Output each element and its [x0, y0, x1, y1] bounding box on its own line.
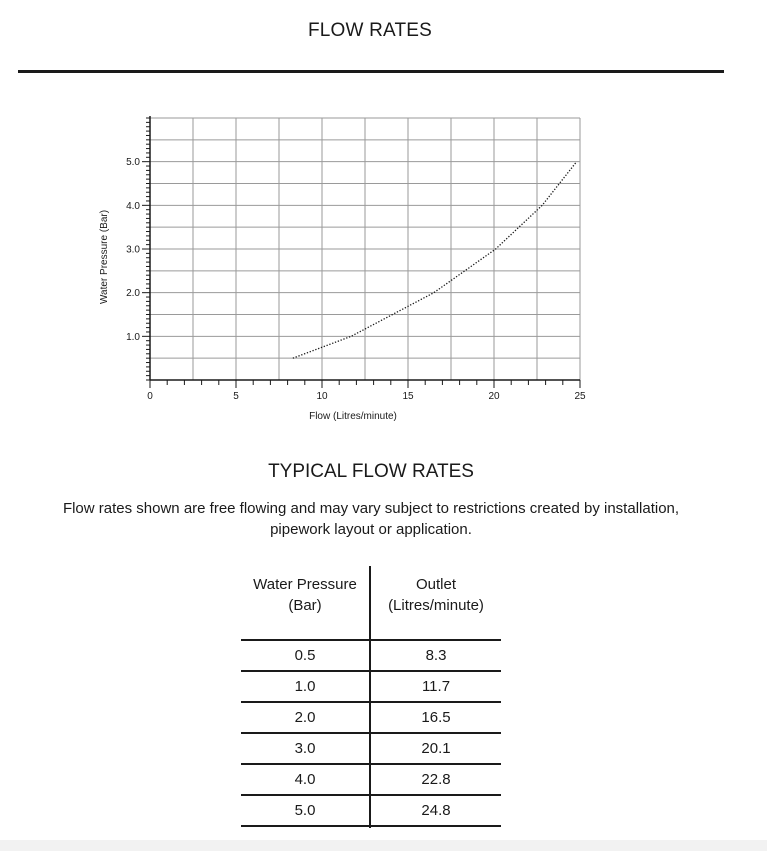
- pressure-cell: 5.0: [294, 802, 316, 819]
- outlet-cell: 20.1: [421, 740, 451, 757]
- y-tick-label: 4.0: [126, 200, 140, 212]
- table-row: [241, 765, 501, 796]
- pressure-header-line-1: Water Pressure: [253, 576, 357, 593]
- y-tick-label: 2.0: [126, 288, 140, 300]
- section-title: TYPICAL FLOW RATES: [268, 461, 474, 482]
- y-tick-label: 5.0: [126, 157, 140, 169]
- series-line: [293, 162, 577, 359]
- table-row: [241, 672, 501, 703]
- table-row: [241, 796, 501, 827]
- outlet-cell: 22.8: [421, 771, 451, 788]
- note-line-2: pipework layout or application.: [270, 521, 472, 538]
- pressure-column-header: [241, 574, 369, 616]
- pressure-cell: 4.0: [294, 771, 316, 788]
- pressure-cell: 0.5: [294, 647, 316, 664]
- outlet-column-header: [371, 574, 501, 616]
- x-tick-label: 20: [488, 391, 500, 402]
- y-axis-label: Water Pressure (Bar): [99, 209, 110, 305]
- page-bottom-band: [0, 840, 767, 851]
- y-tick-label: 3.0: [126, 244, 140, 256]
- table-row: [241, 703, 501, 734]
- x-tick-label: 10: [316, 391, 328, 402]
- chart-ticks: [142, 118, 580, 388]
- outlet-cell: 24.8: [421, 802, 451, 819]
- x-tick-label: 15: [402, 391, 414, 402]
- pressure-cell: 1.0: [294, 678, 316, 695]
- x-tick-label: 0: [147, 391, 153, 402]
- page-title: FLOW RATES: [307, 20, 433, 41]
- outlet-cell: 11.7: [421, 678, 451, 695]
- chart-grid: [150, 118, 580, 380]
- outlet-header-line-2: (Litres/minute): [388, 597, 484, 614]
- note-line-1: Flow rates shown are free flowing and may vary subject to restrictions created by installation,: [62, 500, 680, 517]
- flow-rates-table: [241, 566, 501, 828]
- y-tick-label: 1.0: [126, 331, 140, 343]
- table-row: [241, 641, 501, 672]
- x-axis-label: Flow (Litres/minute): [309, 411, 397, 422]
- x-tick-label: 5: [233, 391, 239, 402]
- table-row: [241, 734, 501, 765]
- x-tick-label: 25: [574, 391, 586, 402]
- outlet-cell: 16.5: [421, 709, 451, 726]
- pressure-header-line-2: (Bar): [288, 597, 322, 614]
- flow-rate-note: [0, 498, 742, 540]
- pressure-cell: 2.0: [294, 709, 316, 726]
- outlet-header-line-1: Outlet: [415, 576, 457, 593]
- outlet-cell: 8.3: [425, 647, 447, 664]
- pressure-cell: 3.0: [294, 740, 316, 757]
- chart-tick-labels: [126, 157, 586, 402]
